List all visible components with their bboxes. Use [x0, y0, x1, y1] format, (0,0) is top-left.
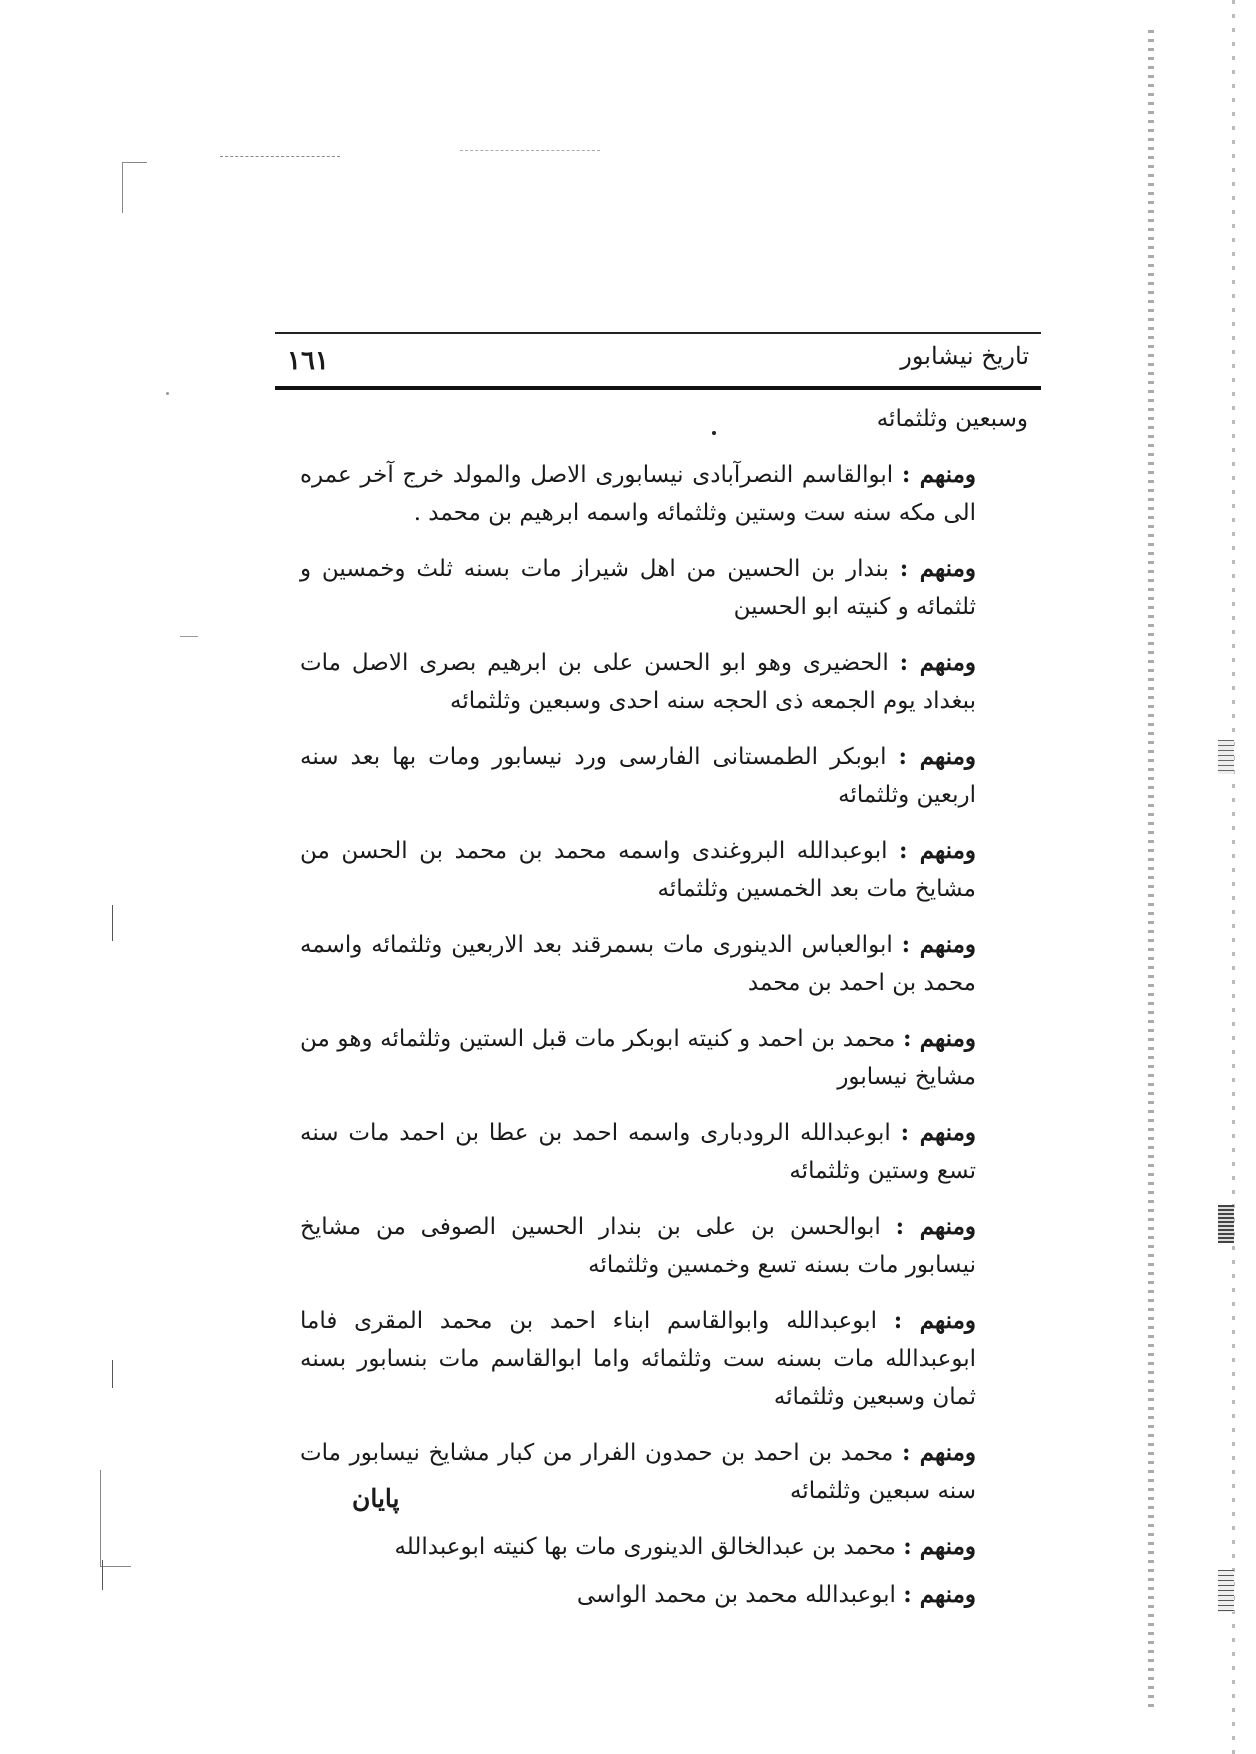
- entry-text: ابوالحسن بن علی بن بندار الحسین الصوفی من مشایخ نیسابور مات بسنه تسع وخمسین وثلثمائه: [300, 1214, 976, 1278]
- entry-lead: ومنهم :: [903, 1581, 976, 1608]
- entry-text: ابوبکر الطمستانی الفارسی ورد نیسابور ومات بها بعد سنه اربعین وثلثمائه: [300, 744, 976, 808]
- entry-paragraph: [300, 926, 1028, 1002]
- entry-text: ابوالعباس الدینوری مات بسمرقند بعد الاربعین وثلثمائه واسمه محمد بن احمد بن محمد: [300, 932, 976, 996]
- scan-edge-noise: [1232, 0, 1235, 1754]
- continuation-line: وسبعین وثلثمائه: [876, 406, 1028, 432]
- entry-paragraph: [300, 644, 1028, 720]
- entry-lead: ومنهم :: [901, 461, 976, 488]
- body-text: [300, 400, 1028, 1624]
- page-header: [275, 322, 1035, 392]
- scan-edge-noise: [1218, 740, 1234, 774]
- running-title: تاریخ نیشابور: [900, 342, 1029, 370]
- entry-paragraph: [300, 456, 1028, 532]
- scan-mark: [166, 392, 169, 395]
- header-rule-top: [275, 332, 1041, 334]
- entry-paragraph: [300, 832, 1028, 908]
- entry-paragraph: [300, 738, 1028, 814]
- entry-paragraph: [300, 1576, 1028, 1614]
- scan-edge-noise: [1218, 1205, 1234, 1243]
- scan-mark: [180, 636, 198, 637]
- entry-text: محمد بن عبدالخالق الدینوری مات بها کنیته ابوعبدالله: [394, 1534, 896, 1560]
- entry-lead: ومنهم :: [895, 1213, 976, 1240]
- entry-text: ابوعبدالله البروغندی واسمه محمد بن محمد بن الحسن من مشایخ مات بعد الخمسین وثلثمائه: [300, 838, 976, 902]
- entry-lead: ومنهم :: [899, 555, 977, 582]
- entry-text: محمد بن احمد و کنیته ابوبکر مات قبل الستین وثلثمائه وهو من مشایخ نیسابور: [300, 1026, 976, 1090]
- entry-lead: ومنهم :: [901, 1439, 977, 1466]
- scan-mark: [102, 1560, 103, 1590]
- entry-paragraph: [300, 1208, 1028, 1284]
- page-number: ١٦١: [287, 346, 329, 376]
- entry-paragraph: [300, 1020, 1028, 1096]
- scan-corner-mark: [122, 162, 147, 213]
- scan-mark: [112, 1360, 113, 1388]
- scan-corner-mark: [100, 1470, 131, 1567]
- entry-text: ابوعبدالله محمد بن محمد الواسی: [576, 1582, 896, 1608]
- entry-paragraph: [300, 1114, 1028, 1190]
- scan-edge-noise: [1218, 1570, 1234, 1612]
- entry-lead: ومنهم :: [903, 1533, 976, 1560]
- entry-paragraph: [300, 1302, 1028, 1416]
- scan-mark: [220, 156, 340, 157]
- entry-lead: ومنهم :: [899, 649, 977, 676]
- entry-lead: ومنهم :: [898, 743, 977, 770]
- entry-paragraph: [300, 550, 1028, 626]
- entry-text: ابوعبدالله وابوالقاسم ابناء احمد بن محمد المقری فاما ابوعبدالله مات بسنه ست وثلثمائه واما ابوالقاسم مات بنسابور بسنه ثمان وسبعین وثلثمائه: [300, 1308, 976, 1410]
- entry-lead: ومنهم :: [901, 931, 976, 958]
- scan-mark: [112, 905, 113, 941]
- entry-text: محمد بن احمد بن حمدون الفرار من کبار مشایخ نیسابور مات سنه سبعین وثلثمائه: [300, 1440, 976, 1504]
- scan-edge-noise: [1148, 30, 1154, 1710]
- scan-mark: [460, 150, 600, 151]
- entry-lead: ومنهم :: [900, 1119, 976, 1146]
- header-rule-bottom: [275, 386, 1041, 390]
- entry-text: ابوالقاسم النصرآبادی نیسابوری الاصل والمولد خرج آخر عمره الی مکه سنه ست وستین وثلثمائه واسمه ابرهیم بن محمد .: [300, 462, 976, 526]
- entry-lead: ومنهم :: [899, 837, 976, 864]
- entry-text: بندار بن الحسین من اهل شیراز مات بسنه ثلث وخمسین و ثلثمائه و کنیته ابو الحسین: [300, 556, 976, 620]
- entry-text: الحضیری وهو ابو الحسن علی بن ابرهیم بصری الاصل مات ببغداد یوم الجمعه ذی الحجه سنه احدی وسبعین وثلثمائه: [300, 650, 976, 714]
- entry-paragraph: [300, 1528, 1028, 1566]
- entry-lead: ومنهم :: [893, 1307, 977, 1334]
- entry-text: ابوعبدالله الرودباری واسمه احمد بن عطا بن احمد مات سنه تسع وستین وثلثمائه: [300, 1120, 976, 1184]
- end-mark: پایان: [352, 1484, 400, 1513]
- entry-paragraph: [300, 1434, 1028, 1510]
- entry-lead: ومنهم :: [902, 1025, 976, 1052]
